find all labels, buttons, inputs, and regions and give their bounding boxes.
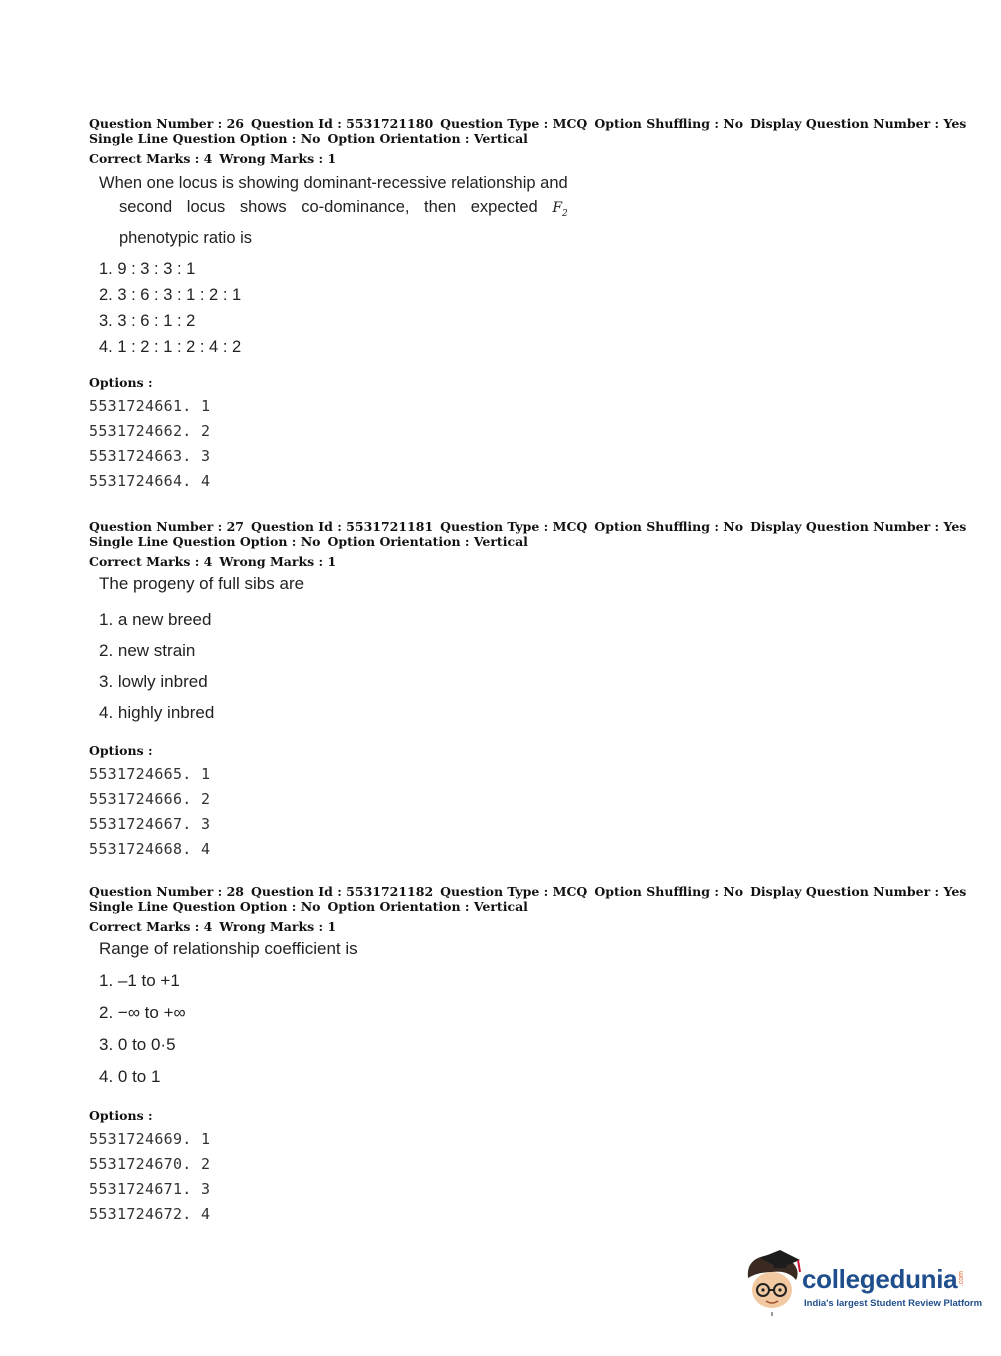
stem-line: second locus shows co-dominance, then expected $F_2$ (119, 198, 568, 219)
brand-suffix: .com (958, 1271, 965, 1287)
choice-item: 4. 1 : 2 : 1 : 2 : 4 : 2 (99, 337, 242, 356)
stem-line: When one locus is showing dominant-recessive relationship and (99, 174, 568, 192)
choice-item: 4. highly inbred (99, 703, 215, 722)
option-id: 5531724669. 1 (89, 1130, 211, 1148)
choice-item: 1. –1 to +1 (99, 971, 180, 990)
option-id: 5531724667. 3 (89, 815, 211, 833)
choice-item: 2. −∞ to +∞ (99, 1003, 186, 1022)
options-header: Options : (89, 1108, 153, 1123)
option-id: 5531724671. 3 (89, 1180, 211, 1198)
question-marks: Correct Marks : 4 Wrong Marks : 1 (89, 151, 337, 166)
answer-choices (99, 604, 949, 728)
choice-item: 3. 0 to 0·5 (99, 1035, 176, 1054)
option-id: 5531724663. 3 (89, 446, 211, 465)
options-header: Options : (89, 374, 153, 390)
option-id: 5531724668. 4 (89, 840, 211, 858)
question-meta-line1: Question Number : 27 Question Id : 5531721181 Question Type : MCQ Option Shuffling : No Display Question Number : Yes (89, 519, 967, 534)
stem-line: phenotypic ratio is (119, 228, 252, 247)
question-stem: The progeny of full sibs are (99, 574, 305, 593)
option-id: 5531724661. 1 (89, 396, 211, 415)
option-id-list (89, 394, 949, 494)
question-meta-line1: Question Number : 26 Question Id : 5531721180 Question Type : MCQ Option Shuffling : No Display Question Number : Yes (89, 116, 967, 131)
question-marks: Correct Marks : 4 Wrong Marks : 1 (89, 919, 337, 934)
question-meta-line2: Single Line Question Option : No Option Orientation : Vertical (89, 534, 528, 549)
choice-item: 2. 3 : 6 : 3 : 1 : 2 : 1 (99, 285, 242, 304)
f2-symbol: $F_2$ (552, 200, 568, 219)
answer-choices (99, 256, 949, 360)
question-block-28 (89, 884, 967, 1227)
option-id: 5531724665. 1 (89, 765, 211, 783)
choice-item: 3. lowly inbred (99, 672, 208, 691)
options-header: Options : (89, 743, 153, 758)
option-id: 5531724670. 2 (89, 1155, 211, 1173)
question-meta-line2: Single Line Question Option : No Option Orientation : Vertical (89, 899, 528, 914)
collegedunia-logo (742, 1248, 983, 1318)
option-id-list (89, 762, 949, 862)
choice-item: 1. a new breed (99, 610, 212, 629)
option-id: 5531724666. 2 (89, 790, 211, 808)
choice-item: 1. 9 : 3 : 3 : 1 (99, 259, 196, 278)
option-id: 5531724662. 2 (89, 421, 211, 440)
choice-item: 3. 3 : 6 : 1 : 2 (99, 311, 196, 330)
brand-name: collegedunia (802, 1264, 958, 1294)
choice-item: 4. 0 to 1 (99, 1067, 161, 1086)
question-meta-line2: Single Line Question Option : No Option Orientation : Vertical (89, 131, 528, 146)
answer-choices (99, 965, 949, 1093)
question-stem: Range of relationship coefficient is (99, 939, 358, 958)
question-meta-line1: Question Number : 28 Question Id : 5531721182 Question Type : MCQ Option Shuffling : No Display Question Number : Yes (89, 884, 967, 899)
question-block-27 (89, 519, 967, 862)
option-id: 5531724664. 4 (89, 471, 211, 490)
option-id-list (89, 1127, 949, 1227)
question-stem (99, 171, 949, 250)
choice-item: 2. new strain (99, 641, 196, 660)
brand-tagline: India's largest Student Review Platform (804, 1298, 983, 1309)
mascot-icon (742, 1248, 804, 1318)
question-marks: Correct Marks : 4 Wrong Marks : 1 (89, 554, 337, 569)
question-block-26 (89, 116, 967, 494)
option-id: 5531724672. 4 (89, 1205, 211, 1223)
